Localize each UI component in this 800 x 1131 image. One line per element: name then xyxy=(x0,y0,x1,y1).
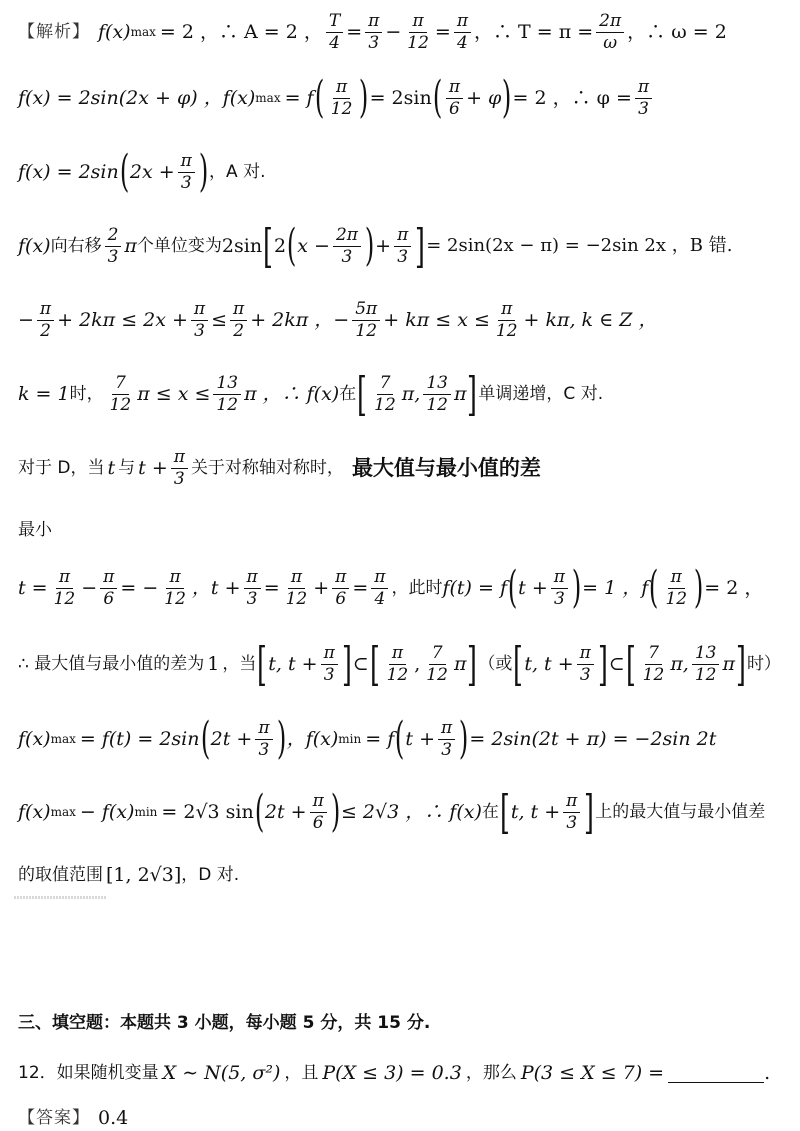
fraction xyxy=(394,224,411,267)
text: 时， xyxy=(69,383,104,404)
paren-close: ) xyxy=(693,562,704,613)
subscript-max: max xyxy=(50,732,76,746)
text: 关于对称轴对称时， xyxy=(190,457,344,478)
fraction-numerator: π xyxy=(365,13,382,33)
fraction-numerator: π xyxy=(668,569,685,589)
fraction-denominator: 12 xyxy=(407,32,429,53)
fraction xyxy=(191,298,208,341)
text: 时） xyxy=(746,653,781,674)
math-text: ，t + xyxy=(191,576,241,599)
solution-line-13 xyxy=(18,862,790,888)
question-text: 12．如果随机变量 xyxy=(18,1062,159,1083)
text: 最小 xyxy=(18,519,52,540)
fraction-denominator: 3 xyxy=(441,739,453,760)
solution-line-10 xyxy=(18,636,790,692)
fraction xyxy=(326,10,343,53)
fraction xyxy=(321,642,338,685)
fraction xyxy=(563,790,580,833)
solution-line-4 xyxy=(18,218,790,274)
fraction-numerator: 13 xyxy=(213,375,241,395)
question-12 xyxy=(18,1060,790,1086)
solution-line-11 xyxy=(18,712,790,766)
math-text: ⊂ xyxy=(608,652,625,675)
bracket-close: ] xyxy=(584,785,595,839)
fraction xyxy=(493,298,521,341)
solution-line-5 xyxy=(18,294,790,346)
fraction-numerator: π xyxy=(100,569,117,589)
math-text: t + xyxy=(138,456,168,479)
fraction-numerator: T xyxy=(326,13,343,33)
fraction-numerator: π xyxy=(244,569,261,589)
fraction xyxy=(171,446,188,489)
math-text: t, t + xyxy=(268,652,318,675)
fraction xyxy=(551,566,568,609)
bracket-close: ] xyxy=(415,219,426,273)
answer-value: 0.4 xyxy=(98,1106,129,1129)
fraction-denominator: 12 xyxy=(109,394,132,415)
math-text: = 2sin(2x − π) = −2sin 2x ，B 错. xyxy=(426,235,733,256)
math-text: . xyxy=(764,1061,771,1084)
fraction-numerator: π xyxy=(178,153,195,173)
text: ，此时 xyxy=(391,577,443,598)
fraction-numerator: π xyxy=(230,301,247,321)
fraction-denominator: 12 xyxy=(330,98,353,119)
fraction xyxy=(107,372,135,415)
text: 与 xyxy=(118,457,136,478)
text: 的取值范围 xyxy=(18,864,103,885)
fraction-numerator: π xyxy=(498,301,515,321)
fraction-numerator: π xyxy=(394,227,411,247)
subscript-max: max xyxy=(50,805,76,819)
fraction-numerator: π xyxy=(389,645,406,665)
fraction-numerator: 7 xyxy=(429,645,446,665)
math-text: + kπ ≤ x ≤ xyxy=(383,308,490,331)
section-heading xyxy=(18,1010,790,1036)
math-text: x − xyxy=(297,234,330,257)
text: （或 xyxy=(478,653,513,674)
answer-tag: 【答案】 xyxy=(18,1107,90,1128)
fraction-numerator: π xyxy=(563,793,580,813)
math-text: t, t + xyxy=(524,652,574,675)
fraction-numerator: 2 xyxy=(105,227,122,247)
fraction-denominator: 12 xyxy=(642,664,665,685)
fraction-numerator: π xyxy=(577,645,594,665)
fraction-numerator: π xyxy=(37,301,54,321)
math-fx: f(x) xyxy=(98,20,131,43)
solution-line-6 xyxy=(18,366,790,422)
fraction xyxy=(692,642,720,685)
bracket-close: ] xyxy=(341,637,352,691)
fraction xyxy=(423,642,451,685)
fraction-denominator: 4 xyxy=(329,32,340,53)
math-text: = xyxy=(263,576,280,599)
math-text: t = xyxy=(18,576,48,599)
fraction xyxy=(178,150,195,193)
math-text: ⊂ xyxy=(352,652,369,675)
math-text: 2x + xyxy=(129,160,175,183)
conclusion-text: 单调递增，C 对. xyxy=(478,383,604,404)
math-text: f(x) = 2sin xyxy=(18,160,119,183)
math-text: = f(t) = 2sin xyxy=(79,727,200,750)
fraction-denominator: 6 xyxy=(312,812,324,833)
fraction xyxy=(640,642,668,685)
solution-line-12 xyxy=(18,784,790,840)
math-text: ≤ 2√3 ，∴ f(x) xyxy=(340,800,482,823)
math-text: − xyxy=(18,308,34,331)
math-text: + xyxy=(375,234,392,257)
fraction-numerator: 7 xyxy=(377,375,394,395)
dotted-separator xyxy=(14,896,106,899)
fraction xyxy=(333,224,361,267)
fraction-denominator: 12 xyxy=(665,588,688,609)
math-text: = 2√3 sin xyxy=(161,800,254,823)
math-text: π xyxy=(453,652,467,675)
fraction-numerator: π xyxy=(333,79,350,99)
fraction-denominator: 3 xyxy=(258,739,270,760)
fraction xyxy=(244,566,261,609)
text: 上的最大值与最小值差 xyxy=(595,801,766,822)
fraction-numerator: π xyxy=(171,449,188,469)
math-text: − xyxy=(81,576,98,599)
fraction-denominator: 6 xyxy=(449,98,460,119)
fraction-numerator: 2π xyxy=(333,227,361,247)
math-text: f(x) = 2sin(2x + φ) ，f(x) xyxy=(18,86,256,109)
fraction xyxy=(105,224,122,267)
math-text: = xyxy=(352,576,369,599)
math-text: + 2kπ ≤ 2x + xyxy=(57,308,188,331)
fraction-numerator: 7 xyxy=(112,375,129,395)
fraction-denominator: 12 xyxy=(386,664,409,685)
paren-close: ) xyxy=(364,220,375,271)
fraction-numerator: π xyxy=(446,79,463,99)
fraction-denominator: ω xyxy=(603,32,618,53)
subscript-max: max xyxy=(255,91,281,105)
math-text: ，∴ ω = 2 xyxy=(627,20,727,43)
fraction xyxy=(332,566,349,609)
fraction xyxy=(161,566,189,609)
subscript-min: min xyxy=(338,732,362,746)
bracket-close: ] xyxy=(736,637,746,691)
math-text: , xyxy=(414,652,421,675)
analysis-tag: 【解析】 xyxy=(18,21,90,42)
fraction-denominator: 4 xyxy=(456,32,468,53)
fraction-numerator: π xyxy=(288,569,305,589)
fraction xyxy=(454,10,471,53)
fraction xyxy=(213,372,241,415)
fraction xyxy=(255,717,272,760)
fraction-denominator: 3 xyxy=(341,246,353,267)
bracket-open: [ xyxy=(499,785,510,839)
fraction-denominator: 12 xyxy=(216,394,239,415)
math-text: = 2 ，∴ A = 2 ， xyxy=(159,20,323,43)
conclusion-text: ，D 对. xyxy=(181,864,240,885)
fraction-denominator: 12 xyxy=(285,588,308,609)
math-text: π ，∴ f(x) xyxy=(244,382,340,405)
fraction-denominator: 12 xyxy=(426,394,448,415)
fraction xyxy=(371,372,399,415)
math-text: [1, 2√3] xyxy=(106,863,182,886)
answer-line xyxy=(18,1106,790,1130)
paren-close: ) xyxy=(276,713,286,764)
math-text: = − xyxy=(120,576,159,599)
paren-open: ( xyxy=(649,562,659,613)
bracket-open: [ xyxy=(513,637,524,691)
paren-close: ) xyxy=(502,72,512,123)
paren-open: ( xyxy=(432,72,443,123)
fraction xyxy=(230,298,247,341)
solution-line-1 xyxy=(18,8,790,56)
paren-open: ( xyxy=(507,562,518,613)
math-text: X ∼ N(5, σ²) xyxy=(162,1061,281,1084)
math-text: t + xyxy=(405,727,436,750)
math-text: f(x) xyxy=(18,234,51,257)
math-text: π, xyxy=(401,382,421,405)
math-text: + kπ, k ∈ Z ， xyxy=(523,308,658,331)
fraction-numerator: π xyxy=(454,13,471,33)
fraction-numerator: π xyxy=(56,569,73,589)
math-text: 1 xyxy=(207,652,220,675)
paren-open: ( xyxy=(119,146,130,197)
solution-line-3 xyxy=(18,146,790,198)
fraction-denominator: 12 xyxy=(53,588,76,609)
text: 在 xyxy=(339,383,357,404)
fraction xyxy=(365,10,382,53)
solution-line-8 xyxy=(18,518,790,542)
fraction-denominator: 3 xyxy=(180,172,192,193)
math-text: ，f(x) xyxy=(286,727,339,750)
fraction-denominator: 3 xyxy=(173,468,185,489)
fraction xyxy=(635,76,652,119)
solution-line-2 xyxy=(18,72,790,124)
paren-close: ) xyxy=(359,72,369,123)
fraction-denominator: 12 xyxy=(426,664,448,685)
math-text: ，∴ T = π = xyxy=(474,20,594,43)
math-text: = 2 ， xyxy=(704,576,764,599)
fraction-numerator: π xyxy=(166,569,183,589)
math-text: k = 1 xyxy=(18,382,70,405)
subscript-max: max xyxy=(130,25,156,39)
math-text: = 2 ，∴ φ = xyxy=(512,86,632,109)
fraction-numerator: 13 xyxy=(423,375,451,395)
math-text: π xyxy=(124,234,137,257)
math-text: t, t + xyxy=(510,800,561,823)
fraction xyxy=(662,566,690,609)
math-text: P(X ≤ 3) = 0.3 xyxy=(322,1061,462,1084)
paren-open: ( xyxy=(254,786,265,837)
fraction-denominator: 3 xyxy=(368,32,380,53)
fraction xyxy=(404,10,432,53)
fraction-denominator: 12 xyxy=(164,588,186,609)
math-text: = xyxy=(346,20,363,43)
text: ∴ 最大值与最小值的差为 xyxy=(18,653,205,674)
bracket-open: [ xyxy=(357,367,368,421)
bracket-close: ] xyxy=(597,637,608,691)
fraction-denominator: 3 xyxy=(566,812,578,833)
paren-open: ( xyxy=(286,220,297,271)
math-text: π ≤ x ≤ xyxy=(137,382,211,405)
fraction-numerator: π xyxy=(635,79,652,99)
fraction xyxy=(310,790,327,833)
math-text: = xyxy=(434,20,451,43)
question-text: ，且 xyxy=(284,1062,319,1083)
fraction-denominator: 12 xyxy=(374,394,396,415)
fraction xyxy=(596,10,624,53)
fraction xyxy=(446,76,463,119)
fraction-denominator: 12 xyxy=(495,320,518,341)
fraction xyxy=(328,76,356,119)
fraction xyxy=(283,566,311,609)
fraction-denominator: 3 xyxy=(553,588,565,609)
fraction-denominator: 3 xyxy=(107,246,119,267)
fraction xyxy=(423,372,451,415)
fraction-numerator: 5π xyxy=(352,301,380,321)
math-text: P(3 ≤ X ≤ 7) = xyxy=(520,1061,665,1084)
section-title: 三、填空题：本题共 3 小题，每小题 5 分，共 15 分. xyxy=(18,1012,431,1033)
paren-close: ) xyxy=(459,713,469,764)
fraction-denominator: 12 xyxy=(355,320,378,341)
subscript-min: min xyxy=(134,805,158,819)
fraction-numerator: 2π xyxy=(596,13,624,33)
fraction-denominator: 3 xyxy=(397,246,409,267)
math-text: f(x) xyxy=(18,727,51,750)
fraction-numerator: π xyxy=(255,720,272,740)
text: 向右移 xyxy=(50,235,102,256)
math-text: + xyxy=(313,576,330,599)
math-text: f(t) = f xyxy=(442,576,507,599)
math-text: − xyxy=(385,20,402,43)
fraction xyxy=(371,566,388,609)
bracket-close: ] xyxy=(467,367,478,421)
bracket-open: [ xyxy=(369,637,380,691)
fraction xyxy=(352,298,380,341)
fraction-denominator: 3 xyxy=(638,98,649,119)
fraction-denominator: 4 xyxy=(374,588,386,609)
math-text: 2t + xyxy=(264,800,307,823)
math-text: t xyxy=(107,456,116,479)
fraction-denominator: 12 xyxy=(694,664,717,685)
bracket-close: ] xyxy=(467,637,478,691)
fraction-denominator: 3 xyxy=(323,664,335,685)
math-text: = 1 ，f xyxy=(582,576,649,599)
fraction-numerator: π xyxy=(321,645,338,665)
math-text: t + xyxy=(518,576,548,599)
conclusion-text: ，A 对. xyxy=(209,161,266,182)
paren-open: ( xyxy=(200,713,210,764)
text: 个单位变为 xyxy=(136,235,222,256)
paren-close: ) xyxy=(571,562,582,613)
solution-line-9 xyxy=(18,560,790,616)
question-text: ，那么 xyxy=(465,1062,517,1083)
paren-close: ) xyxy=(330,786,341,837)
bracket-open: [ xyxy=(263,219,273,273)
fraction-numerator: 7 xyxy=(645,645,662,665)
fraction-numerator: π xyxy=(371,569,388,589)
math-text: π, xyxy=(670,652,689,675)
text: ，当 xyxy=(222,653,257,674)
fraction-numerator: 13 xyxy=(692,645,720,665)
math-text: 2 xyxy=(274,234,287,257)
fraction-numerator: π xyxy=(438,720,455,740)
fraction-denominator: 3 xyxy=(579,664,591,685)
fraction xyxy=(438,717,455,760)
math-text: f(x) xyxy=(18,800,51,823)
emphasis-text: 最大值与最小值的差 xyxy=(351,455,541,480)
math-text: = 2sin xyxy=(369,86,432,109)
text: 对于 D，当 xyxy=(18,457,105,478)
bracket-open: [ xyxy=(257,637,268,691)
fraction-numerator: π xyxy=(332,569,349,589)
paren-open: ( xyxy=(314,72,324,123)
math-text: π xyxy=(453,382,467,405)
fraction xyxy=(37,298,54,341)
fraction-denominator: 3 xyxy=(194,320,205,341)
fraction xyxy=(384,642,412,685)
math-text: ≤ xyxy=(211,308,228,331)
math-text: = f xyxy=(365,727,395,750)
fraction-denominator: 6 xyxy=(335,588,347,609)
text: 在 xyxy=(481,801,499,822)
fraction xyxy=(577,642,594,685)
math-text: = 2sin(2t + π) = −2sin 2t xyxy=(469,727,717,750)
math-text: 2t + xyxy=(210,727,253,750)
paren-close: ) xyxy=(198,146,209,197)
fraction-denominator: 2 xyxy=(233,320,245,341)
math-text: = f xyxy=(284,86,314,109)
fraction xyxy=(100,566,117,609)
answer-blank xyxy=(668,1064,764,1083)
fraction-numerator: π xyxy=(409,13,426,33)
fraction-numerator: π xyxy=(191,301,208,321)
math-text: + φ xyxy=(466,86,502,109)
fraction-numerator: π xyxy=(310,793,327,813)
bracket-open: [ xyxy=(625,637,636,691)
paren-open: ( xyxy=(395,713,405,764)
fraction xyxy=(51,566,79,609)
fraction-denominator: 2 xyxy=(40,320,51,341)
math-text: π xyxy=(722,652,735,675)
fraction-numerator: π xyxy=(551,569,568,589)
fraction-denominator: 6 xyxy=(103,588,115,609)
math-text: − f(x) xyxy=(79,800,135,823)
math-text: 2sin xyxy=(221,234,263,257)
fraction-denominator: 3 xyxy=(246,588,258,609)
math-text: + 2kπ ，− xyxy=(250,308,350,331)
solution-line-7 xyxy=(18,442,790,494)
